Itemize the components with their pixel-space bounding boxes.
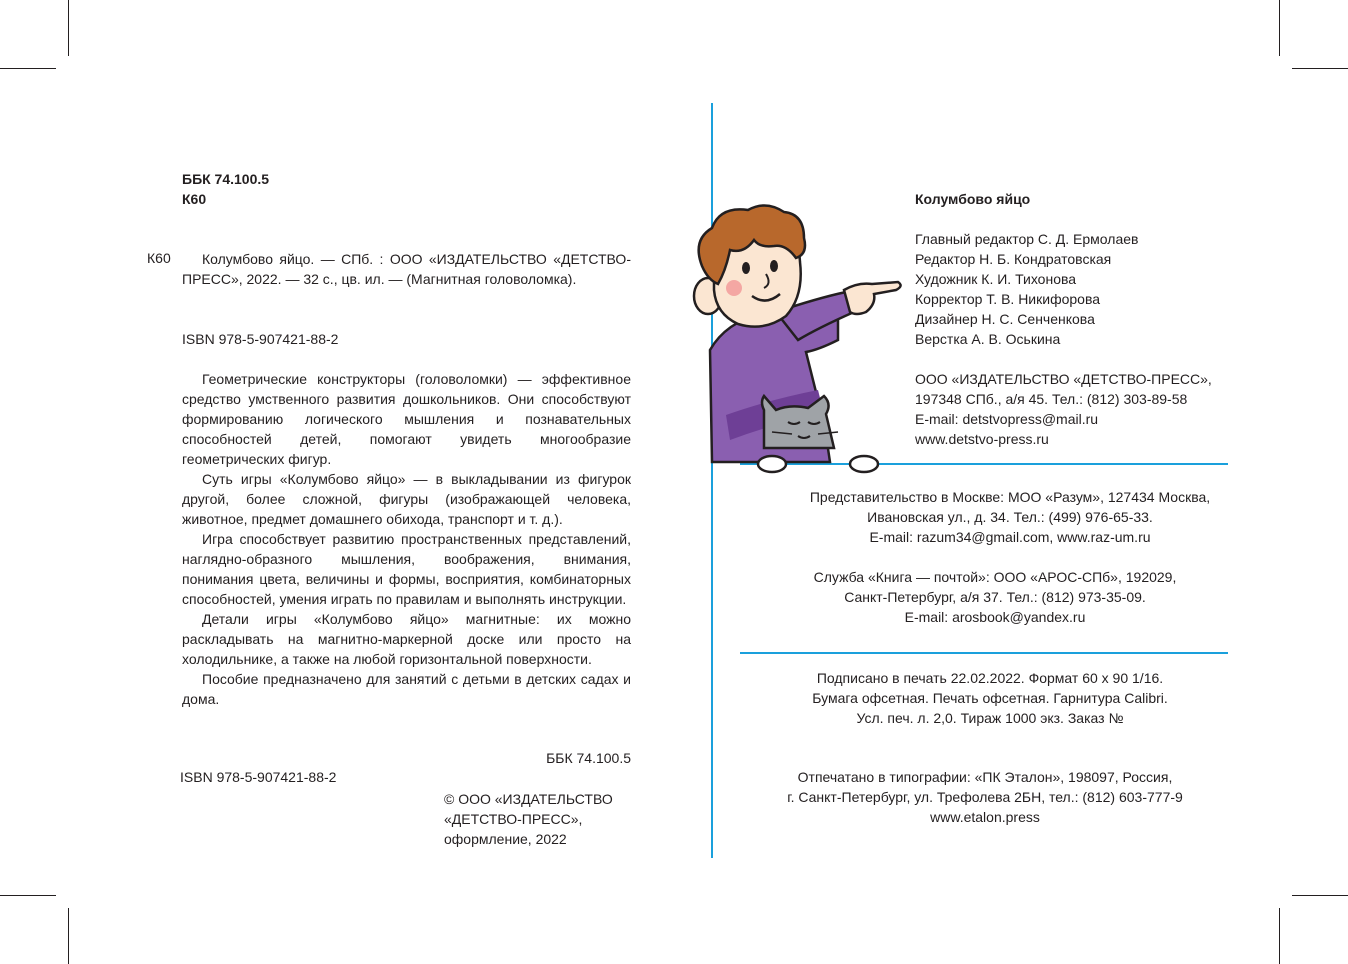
print-info [720,668,1260,728]
crop-mark [1292,895,1348,896]
author-sign: К60 [182,191,207,207]
print-info-line: Подписано в печать 22.02.2022. Формат 60 х 90 1/16. [816,670,1164,686]
copyright-line: оформление, 2022 [444,831,567,847]
hand [844,282,901,314]
crop-mark [0,68,56,69]
printer-line: www.etalon.press [930,809,1040,825]
annotation-paragraph: Игра способствует развитию пространственных представлений, наглядно-образного мышления, воображения, внимания, понимания цвета, величины и формы, восприятия, комбинаторных способностей, умения играть по правилам и выполнять инструкции. [182,531,631,607]
credit-line: Дизайнер Н. С. Сенченкова [915,311,1095,327]
crop-mark [1292,68,1348,69]
printer-line: г. Санкт-Петербург, ул. Трефолева 2БН, тел.: (812) 603-777-9 [787,789,1183,805]
publisher-info [915,369,1212,449]
crop-mark [1279,908,1280,964]
copyright-block [444,789,613,849]
cheek [726,280,742,296]
credit-line: Художник К. И. Тихонова [915,271,1077,287]
print-info-line: Бумага офсетная. Печать офсетная. Гарнитура Calibri. [812,690,1168,706]
separator-line [740,652,1228,654]
crop-mark [1279,0,1280,56]
annotation-paragraph: Пособие предназначено для занятий с детьми в детских садах и дома. [182,671,631,707]
credit-line: Главный редактор С. Д. Ермолаев [915,231,1139,247]
moscow-office [740,487,1280,547]
mail-service-line: Санкт-Петербург, а/я 37. Тел.: (812) 973-35-09. [844,589,1146,605]
credit-line: Редактор Н. Б. Кондратовская [915,251,1112,267]
publisher-line: 197348 СПб., а/я 45. Тел.: (812) 303-89-58 [915,391,1188,407]
copyright-line: «ДЕТСТВО-ПРЕСС», [444,811,583,827]
publisher-line: E-mail: detstvopress@mail.ru [915,411,1099,427]
credit-line: Корректор Т. В. Никифорова [915,291,1101,307]
annotation-paragraph: Геометрические конструкторы (головоломки) — эффективное средство умственного развития дошкольников. Они способствуют формированию логического мышления и познавательных способностей детей, помогают увидеть многообразие геометрических фигур. [182,371,631,467]
moscow-office-line: Ивановская ул., д. 34. Тел.: (499) 976-65-33. [867,509,1153,525]
print-info-line: Усл. печ. л. 2,0. Тираж 1000 экз. Заказ № [856,710,1124,726]
crop-mark [0,895,56,896]
boy-pointing-illustration [668,200,918,480]
mail-service-line: E-mail: arosbook@yandex.ru [904,609,1086,625]
book-title: Колумбово яйцо [915,191,1031,207]
credits-list [915,229,1138,349]
eye [770,260,778,272]
moscow-office-line: E-mail: razum34@gmail.com, www.raz-um.ru [869,529,1151,545]
printer-info [715,767,1255,827]
publisher-line: ООО «ИЗДАТЕЛЬСТВО «ДЕТСТВО-ПРЕСС», [915,371,1212,387]
copyright-line: © ООО «ИЗДАТЕЛЬСТВО [444,791,613,807]
publisher-line: www.detstvo-press.ru [915,431,1049,447]
printer-line: Отпечатано в типографии: «ПК Эталон», 198097, Россия, [797,769,1173,785]
mail-service [725,567,1265,627]
isbn-top: ISBN 978-5-907421-88-2 [182,331,339,347]
annotation [182,369,631,709]
crop-mark [68,0,69,56]
eye [742,262,750,274]
annotation-paragraph: Суть игры «Колумбово яйцо» — в выкладывании из фигурок другой, более сложной, фигуры (изображающей человека, животное, предмет домашнего обихода, транспорт и т. д.). [182,471,631,527]
isbn-bottom: ISBN 978-5-907421-88-2 [180,769,337,785]
catalog-sign: К60 [147,250,171,266]
crop-mark [68,908,69,964]
bbk-bottom: ББК 74.100.5 [546,750,631,766]
mail-service-line: Служба «Книга — почтой»: ООО «АРОС-СПб», 192029, [813,569,1177,585]
moscow-office-line: Представительство в Москве: МОО «Разум», 127434 Москва, [809,489,1211,505]
credit-line: Верстка А. В. Оськина [915,331,1061,347]
catalog-entry: Колумбово яйцо. — СПб. : ООО «ИЗДАТЕЛЬСТВО «ДЕТСТВО-ПРЕСС», 2022. — 32 с., цв. ил. — (Магнитная головоломка). [182,251,631,287]
annotation-paragraph: Детали игры «Колумбово яйцо» магнитные: их можно раскладывать на магнитно-маркерной доске или просто на холодильнике, а также на любой горизонтальной поверхности. [182,611,631,667]
bbk-code: ББК 74.100.5 К60 [182,171,270,207]
